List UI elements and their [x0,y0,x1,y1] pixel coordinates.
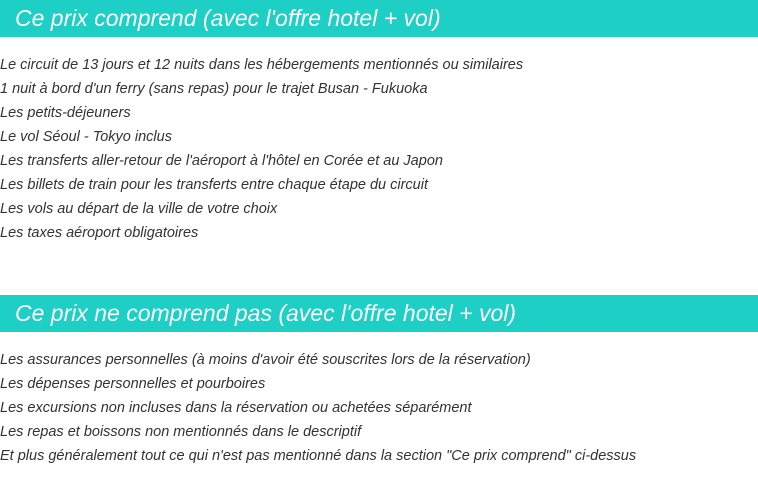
price-includes-list [0,53,523,245]
list-item: Les vols au départ de la ville de votre choix [0,201,278,217]
list-item: Les billets de train pour les transferts entre chaque étape du circuit [0,177,428,193]
list-item: Les petits-déjeuners [0,105,131,121]
price-excludes-list [0,348,636,468]
list-item: 1 nuit à bord d'un ferry (sans repas) pour le trajet Busan - Fukuoka [0,81,428,97]
price-includes-section [0,0,758,241]
list-item: Les transferts aller-retour de l'aéroport à l'hôtel en Corée et au Japon [0,153,443,169]
price-excludes-heading: Ce prix ne comprend pas (avec l'offre hotel + vol) [0,295,758,332]
price-excludes-section [0,295,758,464]
list-item: Les assurances personnelles (à moins d'avoir été souscrites lors de la réservation) [0,352,531,368]
list-item: Les taxes aéroport obligatoires [0,225,199,241]
list-item: Les repas et boissons non mentionnés dans le descriptif [0,424,362,440]
list-item: Les excursions non incluses dans la réservation ou achetées séparément [0,400,472,416]
list-item: Le vol Séoul - Tokyo inclus [0,129,172,145]
list-item: Et plus généralement tout ce qui n'est pas mentionné dans la section "Ce prix comprend" ci-dessus [0,448,637,464]
list-item: Le circuit de 13 jours et 12 nuits dans les hébergements mentionnés ou similaires [0,57,524,73]
list-item: Les dépenses personnelles et pourboires [0,376,266,392]
price-includes-heading: Ce prix comprend (avec l'offre hotel + vol) [0,0,758,37]
